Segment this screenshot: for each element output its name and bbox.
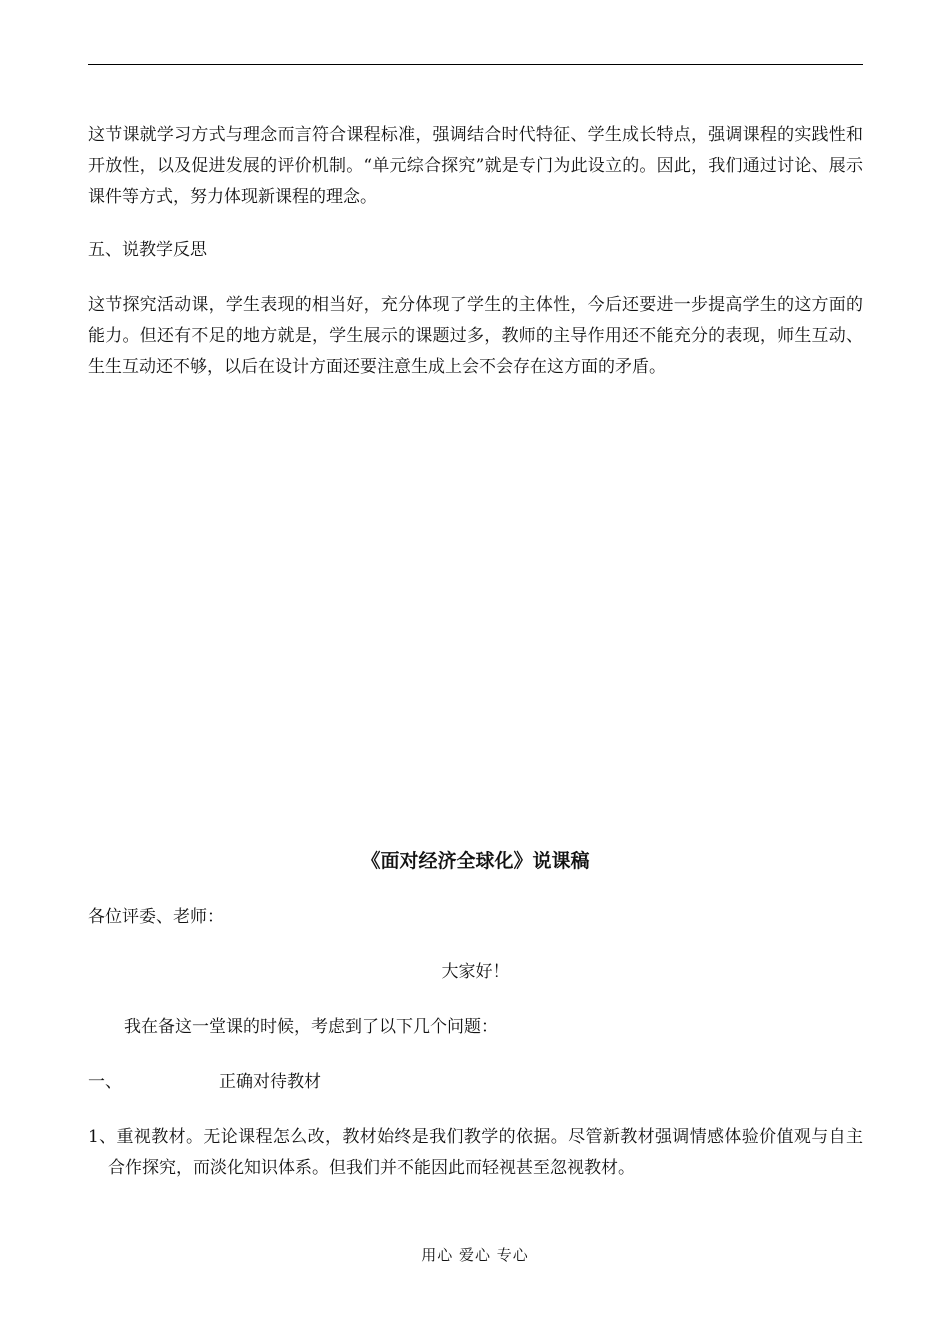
- page-footer: 用心 爱心 专心: [421, 1246, 529, 1264]
- header-rule: [88, 64, 863, 65]
- document-title: 《面对经济全球化》说课稿: [361, 850, 590, 872]
- section-number: 一、: [88, 1072, 122, 1092]
- list-item-value-textbook: 1、重视教材。无论课程怎么改，教材始终是我们教学的依据。尽管新教材强调情感体验价值观与自主合作探究，而淡化知识体系。但我们并不能因此而轻视甚至忽视教材。: [88, 1127, 863, 1178]
- salutation: 各位评委、老师：: [88, 907, 224, 927]
- section-heading-teaching-reflection: 五、说教学反思: [88, 240, 207, 260]
- paragraph-teaching-reflection: 这节探究活动课，学生表现的相当好，充分体现了学生的主体性，今后还要进一步提高学生的这方面的能力。但还有不足的地方就是，学生展示的课题过多，教师的主导作用还不能充分的表现，师生互动、生生互动还不够，以后在设计方面还要注意生成上会不会存在这方面的矛盾。: [88, 295, 863, 377]
- greeting: 大家好！: [441, 962, 510, 982]
- paragraph-course-philosophy: 这节课就学习方式与理念而言符合课程标准，强调结合时代特征、学生成长特点，强调课程的实践性和开放性，以及促进发展的评价机制。“单元综合探究”就是专门为此设立的。因此，我们通过讨论、展示课件等方式，努力体现新课程的理念。: [88, 125, 863, 207]
- intro-sentence: 我在备这一堂课的时候，考虑到了以下几个问题：: [124, 1017, 498, 1037]
- section-heading-1: [88, 1067, 863, 1097]
- section-title: 正确对待教材: [219, 1072, 321, 1092]
